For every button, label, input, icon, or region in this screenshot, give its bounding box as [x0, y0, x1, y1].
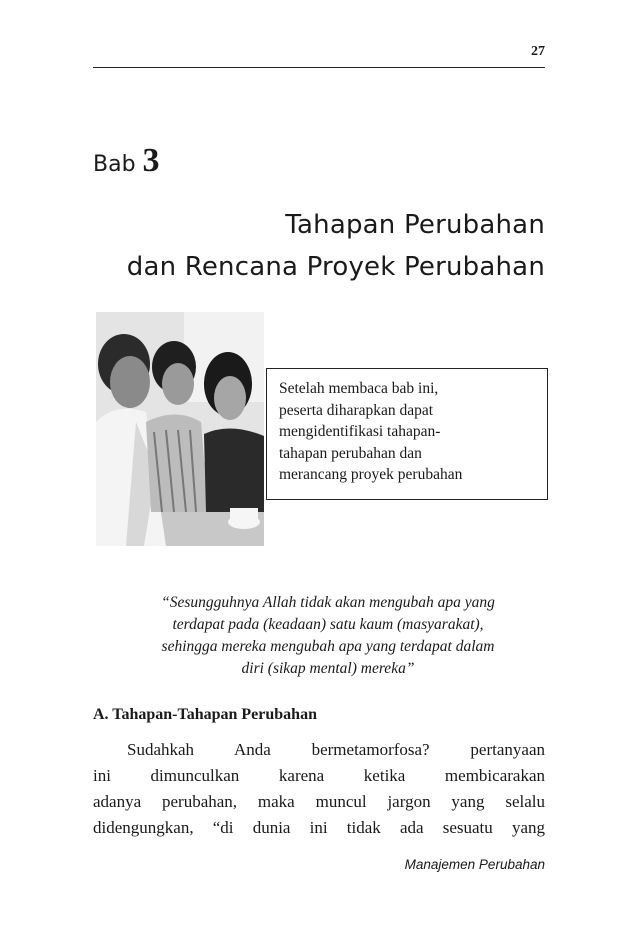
section-heading: A. Tahapan-Tahapan Perubahan	[93, 706, 317, 723]
quote-line: sehingga mereka mengubah apa yang terdapat dalam	[161, 638, 495, 655]
office-meeting-photo	[96, 312, 264, 546]
chapter-label	[93, 142, 160, 180]
body-paragraph	[93, 737, 545, 841]
quote-line: “Sesungguhnya Allah tidak akan mengubah apa yang	[161, 594, 495, 611]
quote-line: diri (sikap mental) mereka”	[241, 660, 415, 677]
objective-line: mengidentifikasi tahapan-	[279, 423, 441, 440]
chapter-title-line-1: Tahapan Perubahan	[285, 210, 545, 240]
body-line: adanya perubahan, maka muncul jargon yang selalu	[93, 792, 545, 811]
objective-line: tahapan perubahan dan	[279, 444, 422, 462]
header-rule	[93, 67, 545, 68]
objective-line: peserta diharapkan dapat	[279, 401, 434, 419]
objective-line: Setelah membaca bab ini,	[279, 380, 439, 397]
epigraph-quote	[108, 592, 548, 680]
body-line: didengungkan, “di dunia ini tidak ada sesuatu yang	[93, 818, 545, 837]
learning-objective-box	[266, 368, 548, 500]
quote-line: terdapat pada (keadaan) satu kaum (masyarakat),	[172, 616, 484, 633]
footer-book-title: Manajemen Perubahan	[404, 857, 545, 872]
chapter-number: 3	[142, 142, 160, 179]
body-line: ini dimunculkan karena ketika membicarakan	[93, 766, 545, 785]
chapter-word: Bab	[93, 152, 136, 177]
chapter-title	[75, 204, 545, 288]
chapter-title-line-2: dan Rencana Proyek Perubahan	[126, 252, 545, 282]
body-line: Sudahkah Anda bermetamorfosa? pertanyaan	[127, 740, 545, 759]
objective-line: merancang proyek perubahan	[279, 466, 463, 483]
page-number: 27	[531, 44, 545, 59]
